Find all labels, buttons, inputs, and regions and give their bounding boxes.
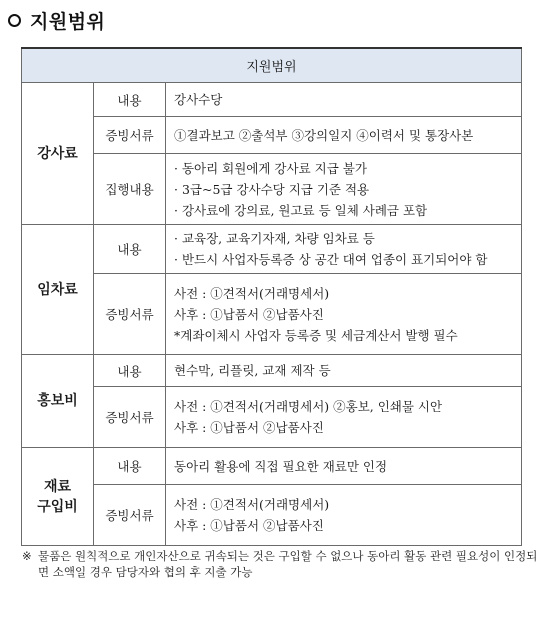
row-content: 현수막, 리플릿, 교재 제작 등: [166, 355, 522, 387]
category-promotion-fee: 홍보비: [22, 355, 94, 448]
row-content: 사전 : ①견적서(거래명세서) ②홍보, 인쇄물 시안 사후 : ①납품서 ②납품사진: [166, 387, 522, 448]
row-label: 내용: [94, 448, 166, 485]
row-content: · 동아리 회원에게 강사료 지급 불가 · 3급~5급 강사수당 지급 기준 적용 · 강사료에 강의료, 원고료 등 일체 사례금 포함: [166, 154, 522, 225]
category-line: 재료: [43, 478, 72, 495]
reference-mark: ※: [22, 549, 32, 563]
row-label: 증빙서류: [94, 117, 166, 154]
row-label: 내용: [94, 225, 166, 274]
section-heading: [8, 6, 105, 34]
row-label: 내용: [94, 355, 166, 387]
category-material-purchase: [22, 448, 94, 546]
row-label: 증빙서류: [94, 274, 166, 355]
row-content: 사전 : ①견적서(거래명세서) 사후 : ①납품서 ②납품사진 *계좌이체시 사업자 등록증 및 세금계산서 발행 필수: [166, 274, 522, 355]
row-label: 증빙서류: [94, 387, 166, 448]
row-content: 강사수당: [166, 83, 522, 117]
category-rental-fee: 임차료: [22, 225, 94, 355]
row-label: 내용: [94, 83, 166, 117]
category-instructor-fee: 강사료: [22, 83, 94, 225]
section-title: 지원범위: [30, 10, 106, 33]
row-label: 집행내용: [94, 154, 166, 225]
support-scope-table: [21, 47, 522, 546]
row-label: 증빙서류: [94, 485, 166, 546]
circle-bullet-icon: [8, 14, 21, 27]
row-content: ①결과보고 ②출석부 ③강의일지 ④이력서 및 통장사본: [166, 117, 522, 154]
category-line: 구입비: [37, 498, 78, 515]
footnote: [22, 548, 542, 580]
row-content: 사전 : ①견적서(거래명세서) 사후 : ①납품서 ②납품사진: [166, 485, 522, 546]
footnote-text: 물품은 원칙적으로 개인자산으로 귀속되는 것은 구입할 수 없으나 동아리 활동 관련 필요성이 인정되면 소액일 경우 담당자와 협의 후 지출 가능: [38, 549, 538, 579]
row-content: · 교육장, 교육기자재, 차량 임차료 등 · 반드시 사업자등록증 상 공간 대여 업종이 표기되어야 함: [166, 225, 522, 274]
table-header: 지원범위: [22, 48, 522, 83]
row-content: 동아리 활용에 직접 필요한 재료만 인정: [166, 448, 522, 485]
